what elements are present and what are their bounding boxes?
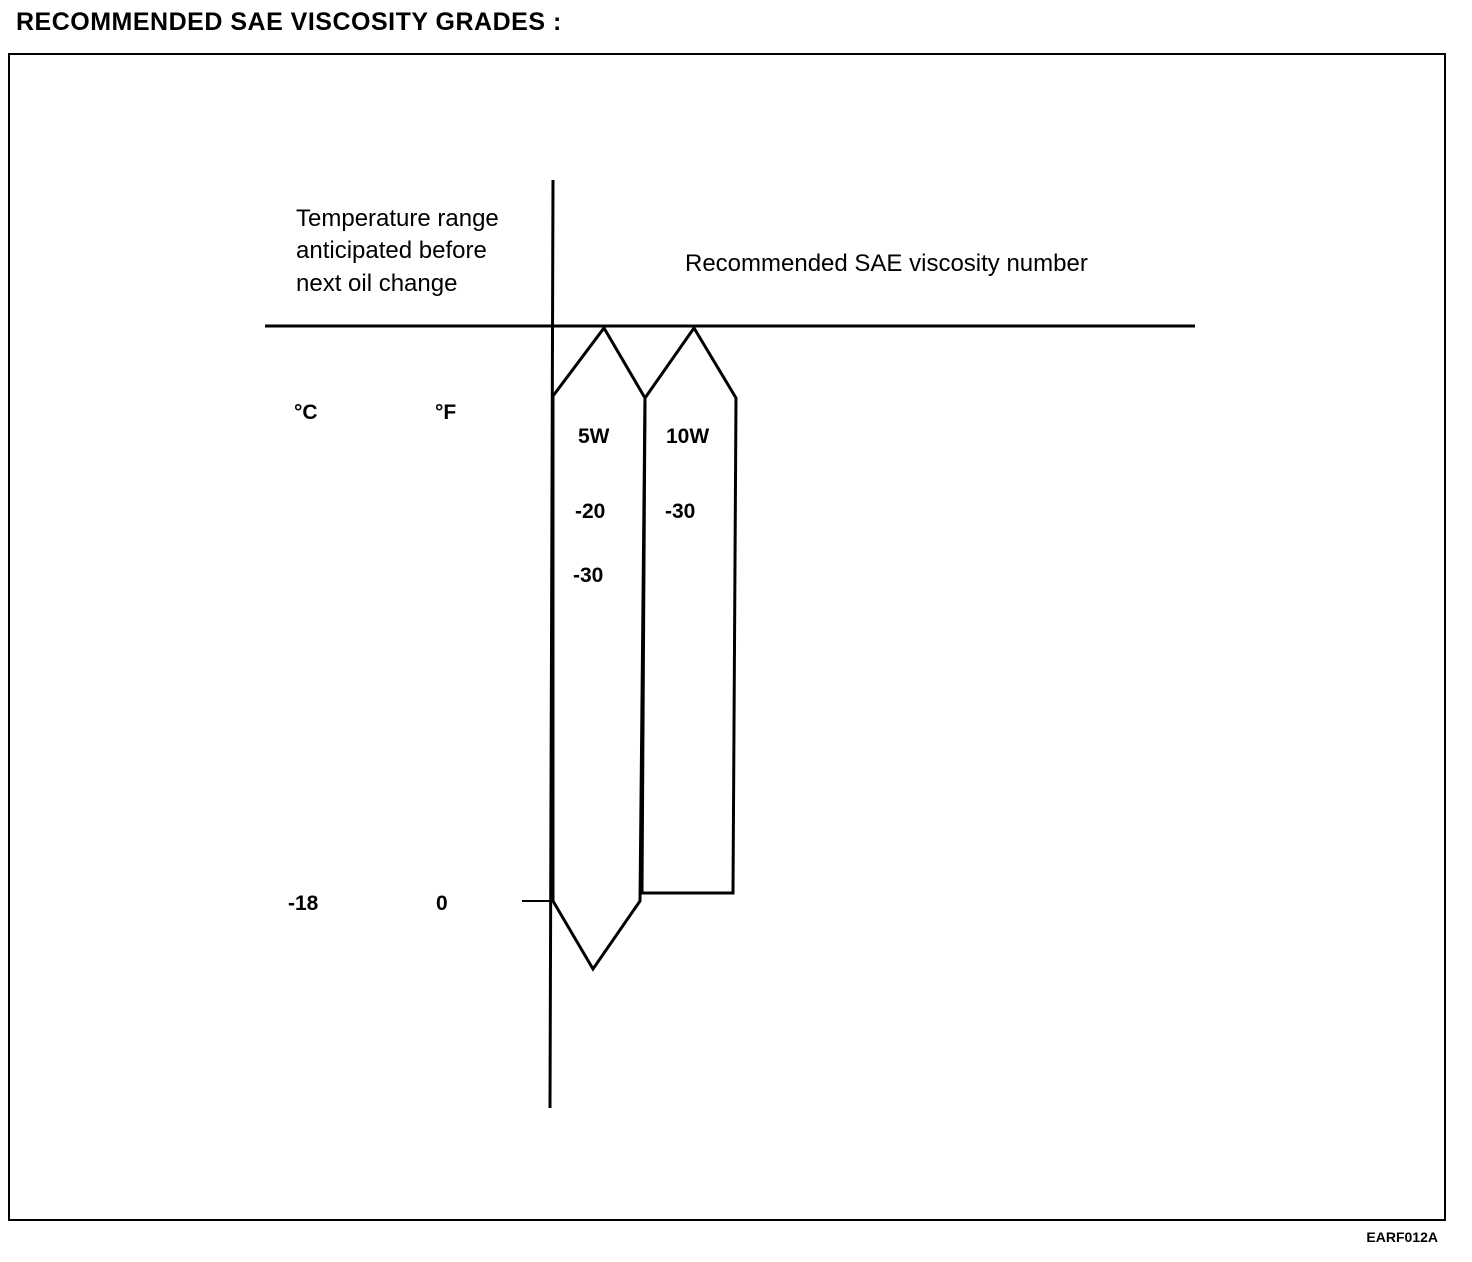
grade-5w-sub-1: -20 (575, 500, 606, 523)
tick-label-celsius: -18 (288, 892, 319, 915)
diagram-frame (9, 54, 1445, 1220)
grade-10w-sub-1: -30 (665, 500, 696, 523)
temperature-header-line-3: next oil change (296, 270, 458, 297)
viscosity-header: Recommended SAE viscosity number (685, 250, 1088, 277)
grade-label-10w: 10W (666, 425, 710, 448)
fahrenheit-unit-label: °F (435, 401, 457, 424)
celsius-unit-label: °C (294, 401, 318, 424)
grade-bar-10w (642, 328, 736, 893)
temperature-header-line-2: anticipated before (296, 237, 487, 264)
figure-code: EARF012A (1366, 1229, 1438, 1245)
tick-label-fahrenheit: 0 (436, 892, 448, 915)
page-title: RECOMMENDED SAE VISCOSITY GRADES : (16, 8, 562, 36)
temperature-header-line-1: Temperature range (296, 205, 499, 232)
grade-5w-sub-2: -30 (573, 564, 604, 587)
grade-label-5w: 5W (578, 425, 610, 448)
